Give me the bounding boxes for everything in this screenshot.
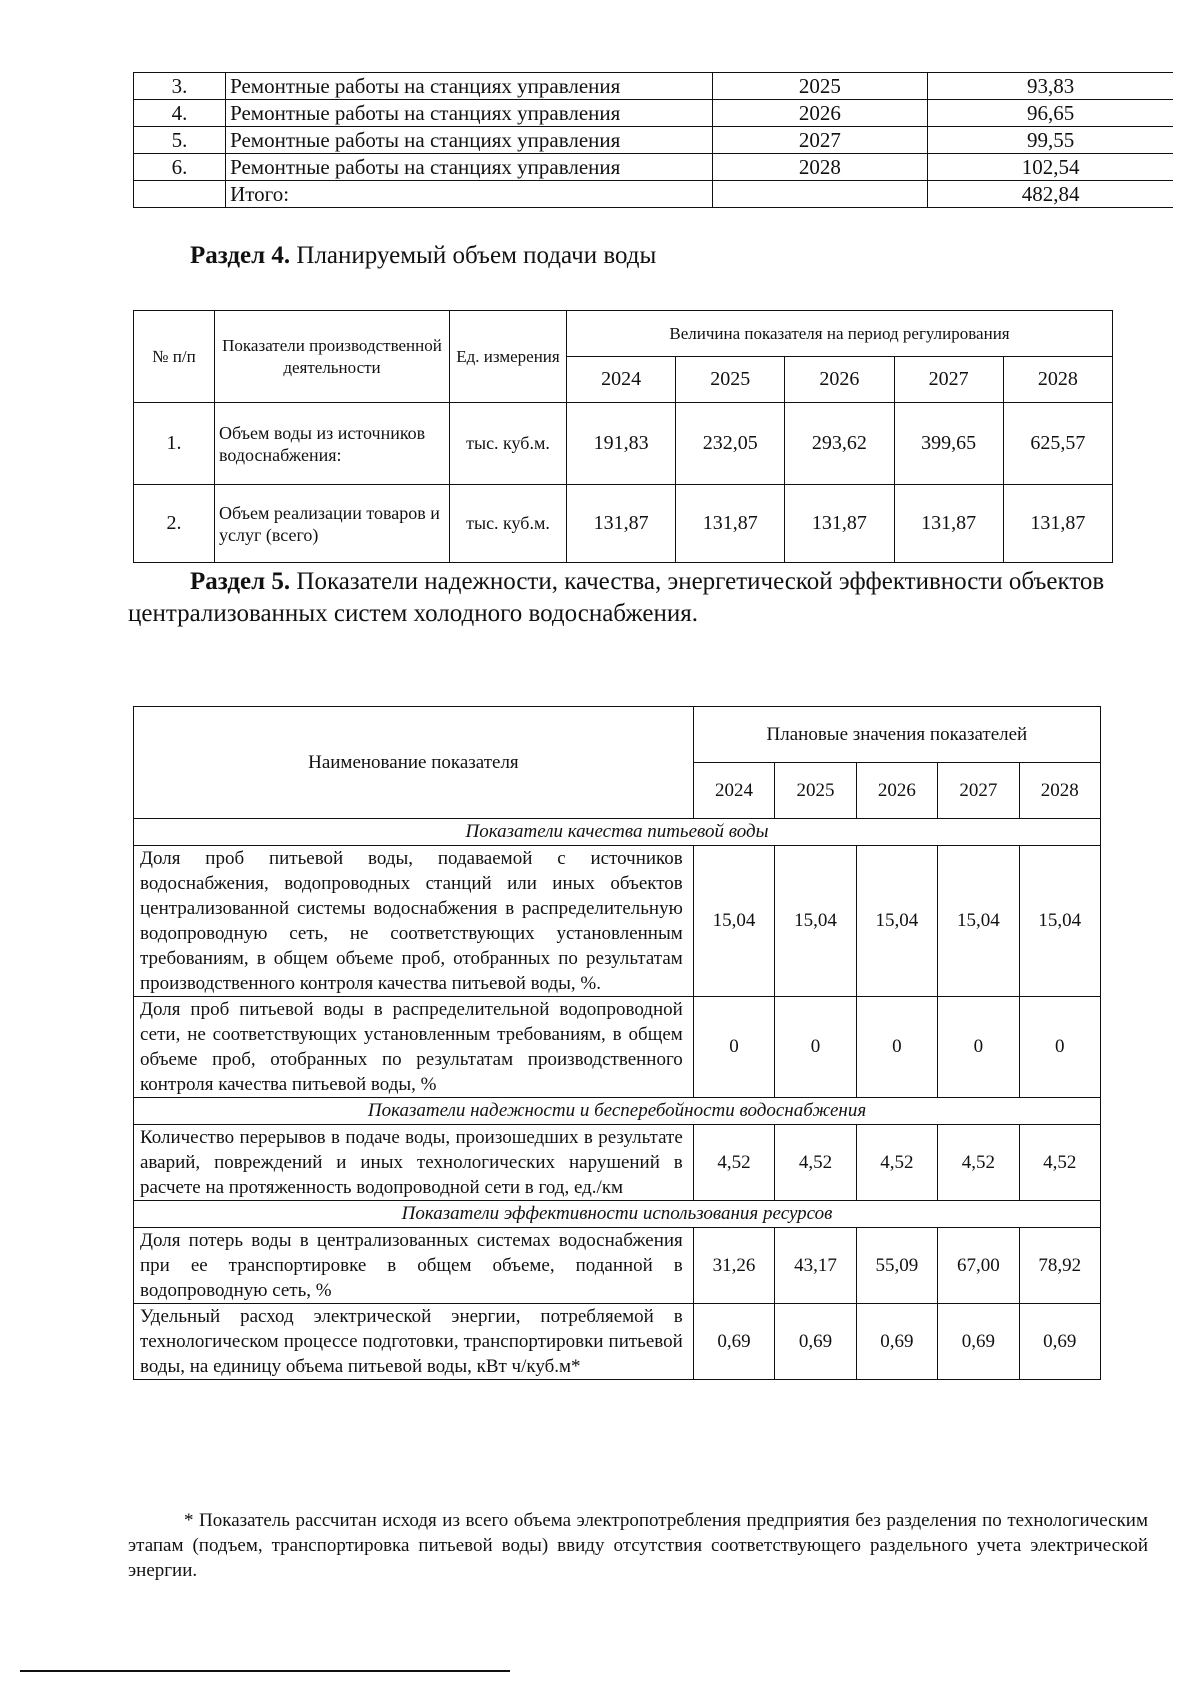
- indicator-value: 15,04: [775, 846, 856, 997]
- total-label: Итого:: [226, 181, 713, 208]
- section5-heading: [128, 566, 1158, 630]
- row-value: 131,87: [567, 485, 676, 563]
- year-header: 2028: [1003, 357, 1112, 403]
- row-name: Объем воды из источников водоснабжения:: [215, 403, 450, 485]
- indicator-value: 0,69: [856, 1304, 937, 1380]
- indicator-value: 15,04: [856, 846, 937, 997]
- table-row: [134, 1228, 1101, 1304]
- indicator-value: 0: [693, 997, 774, 1098]
- total-empty: [712, 181, 927, 208]
- year-header: 2024: [693, 763, 774, 819]
- indicator-value: 4,52: [938, 1125, 1019, 1201]
- indicator-value: 55,09: [856, 1228, 937, 1304]
- row-number: 1.: [134, 403, 215, 485]
- total-row: [134, 181, 1174, 208]
- row-year: 2027: [712, 127, 927, 154]
- indicator-value: 15,04: [938, 846, 1019, 997]
- indicator-value: 4,52: [1019, 1125, 1100, 1201]
- indicator-value: 0: [938, 997, 1019, 1098]
- indicator-name: Удельный расход электрической энергии, потребляемой в технологическом процессе подготовки, транспортировки питьевой воды, на единицу объема питьевой воды, кВт ч/куб.м*: [134, 1304, 694, 1380]
- year-header: 2027: [894, 357, 1003, 403]
- table-row: [134, 1304, 1101, 1380]
- indicator-name: Доля проб питьевой воды, подаваемой с источников водоснабжения, водопроводных станций или иных объектов централизованной системы водоснабжения в распределительную водопроводную сеть, не соответствующих установленным требованиям, в общем объеме проб, отобранных по результатам производственного контроля качества питьевой воды, %.: [134, 846, 694, 997]
- header-num: № п/п: [134, 311, 215, 403]
- row-value: 399,65: [894, 403, 1003, 485]
- group-title: Показатели эффективности использования ресурсов: [134, 1201, 1101, 1228]
- total-value: 482,84: [928, 181, 1173, 208]
- indicator-value: 31,26: [693, 1228, 774, 1304]
- year-header: 2028: [1019, 763, 1100, 819]
- row-value: 102,54: [928, 154, 1173, 181]
- row-value: 131,87: [676, 485, 785, 563]
- table-row: [134, 846, 1101, 997]
- row-number: 6.: [134, 154, 226, 181]
- indicator-value: 0,69: [775, 1304, 856, 1380]
- water-supply-table: [133, 310, 1113, 563]
- year-header: 2024: [567, 357, 676, 403]
- row-year: 2028: [712, 154, 927, 181]
- year-header: 2025: [775, 763, 856, 819]
- year-header: 2025: [676, 357, 785, 403]
- header-unit: Ед. измерения: [450, 311, 567, 403]
- section4-heading: [190, 240, 656, 272]
- indicator-value: 0,69: [1019, 1304, 1100, 1380]
- indicators-table: [133, 706, 1101, 1380]
- indicator-name: Количество перерывов в подаче воды, произошедших в результате аварий, повреждений и иных технологических нарушений в расчете на протяженность водопроводной сети в год, ед./км: [134, 1125, 694, 1201]
- header-indicator: Показатели производственной деятельности: [215, 311, 450, 403]
- table-row: [134, 154, 1174, 181]
- row-year: 2026: [712, 100, 927, 127]
- table-row: [134, 73, 1174, 100]
- row-year: 2025: [712, 73, 927, 100]
- indicator-value: 0: [1019, 997, 1100, 1098]
- indicator-value: 67,00: [938, 1228, 1019, 1304]
- year-header: 2026: [856, 763, 937, 819]
- row-value: 96,65: [928, 100, 1173, 127]
- row-number: 3.: [134, 73, 226, 100]
- row-number: 2.: [134, 485, 215, 563]
- total-empty: [134, 181, 226, 208]
- indicator-value: 15,04: [1019, 846, 1100, 997]
- indicator-value: 4,52: [693, 1125, 774, 1201]
- group-title: Показатели качества питьевой воды: [134, 819, 1101, 846]
- table-row: [134, 127, 1174, 154]
- section5-title-text: Показатели надежности, качества, энергетической эффективности объектов централизованных систем холодного водоснабжения.: [128, 568, 1105, 627]
- row-value: 625,57: [1003, 403, 1112, 485]
- indicator-value: 15,04: [693, 846, 774, 997]
- indicator-value: 4,52: [856, 1125, 937, 1201]
- table-row: [134, 997, 1101, 1098]
- indicator-value: 0,69: [693, 1304, 774, 1380]
- indicator-name: Доля проб питьевой воды в распределительной водопроводной сети, не соответствующих установленным требованиям, в общем объеме проб, отобранных по результатам производственного контроля качества питьевой воды, %: [134, 997, 694, 1098]
- year-header: 2026: [785, 357, 894, 403]
- indicator-value: 78,92: [1019, 1228, 1100, 1304]
- row-value: 99,55: [928, 127, 1173, 154]
- group-title: Показатели надежности и бесперебойности водоснабжения: [134, 1098, 1101, 1125]
- bottom-rule: [20, 1670, 510, 1672]
- section5-title-bold: Раздел 5.: [190, 568, 291, 595]
- row-value: 232,05: [676, 403, 785, 485]
- row-number: 4.: [134, 100, 226, 127]
- row-value: 131,87: [1003, 485, 1112, 563]
- row-unit: тыс. куб.м.: [450, 485, 567, 563]
- table-row: [134, 485, 1113, 563]
- footnote: * Показатель рассчитан исходя из всего объема электропотребления предприятия без разделения по технологическим этапам (подъем, транспортировка питьевой воды) ввиду отсутствия соответствующего раздельного учета электрической энергии.: [128, 1510, 1148, 1581]
- row-value: 293,62: [785, 403, 894, 485]
- section4-title-bold: Раздел 4.: [190, 242, 291, 269]
- row-name: Ремонтные работы на станциях управления: [226, 73, 713, 100]
- indicator-value: 0: [775, 997, 856, 1098]
- row-value: 131,87: [894, 485, 1003, 563]
- indicator-value: 43,17: [775, 1228, 856, 1304]
- repair-works-table: [133, 72, 1173, 208]
- indicator-value: 0,69: [938, 1304, 1019, 1380]
- row-value: 191,83: [567, 403, 676, 485]
- header-period: Величина показателя на период регулирования: [567, 311, 1113, 357]
- header-planned: Плановые значения показателей: [693, 707, 1100, 763]
- table-row: [134, 100, 1174, 127]
- year-header: 2027: [938, 763, 1019, 819]
- row-number: 5.: [134, 127, 226, 154]
- row-name: Ремонтные работы на станциях управления: [226, 100, 713, 127]
- row-value: 131,87: [785, 485, 894, 563]
- header-indicator-name: Наименование показателя: [134, 707, 694, 819]
- row-unit: тыс. куб.м.: [450, 403, 567, 485]
- section4-title-text: Планируемый объем подачи воды: [290, 242, 657, 269]
- group-row: [134, 1201, 1101, 1228]
- indicator-value: 0: [856, 997, 937, 1098]
- table-row: [134, 1125, 1101, 1201]
- indicator-value: 4,52: [775, 1125, 856, 1201]
- table-row: [134, 403, 1113, 485]
- row-name: Ремонтные работы на станциях управления: [226, 154, 713, 181]
- row-value: 93,83: [928, 73, 1173, 100]
- group-row: [134, 1098, 1101, 1125]
- indicator-name: Доля потерь воды в централизованных системах водоснабжения при ее транспортировке в общем объеме, поданной в водопроводную сеть, %: [134, 1228, 694, 1304]
- row-name: Ремонтные работы на станциях управления: [226, 127, 713, 154]
- group-row: [134, 819, 1101, 846]
- row-name: Объем реализации товаров и услуг (всего): [215, 485, 450, 563]
